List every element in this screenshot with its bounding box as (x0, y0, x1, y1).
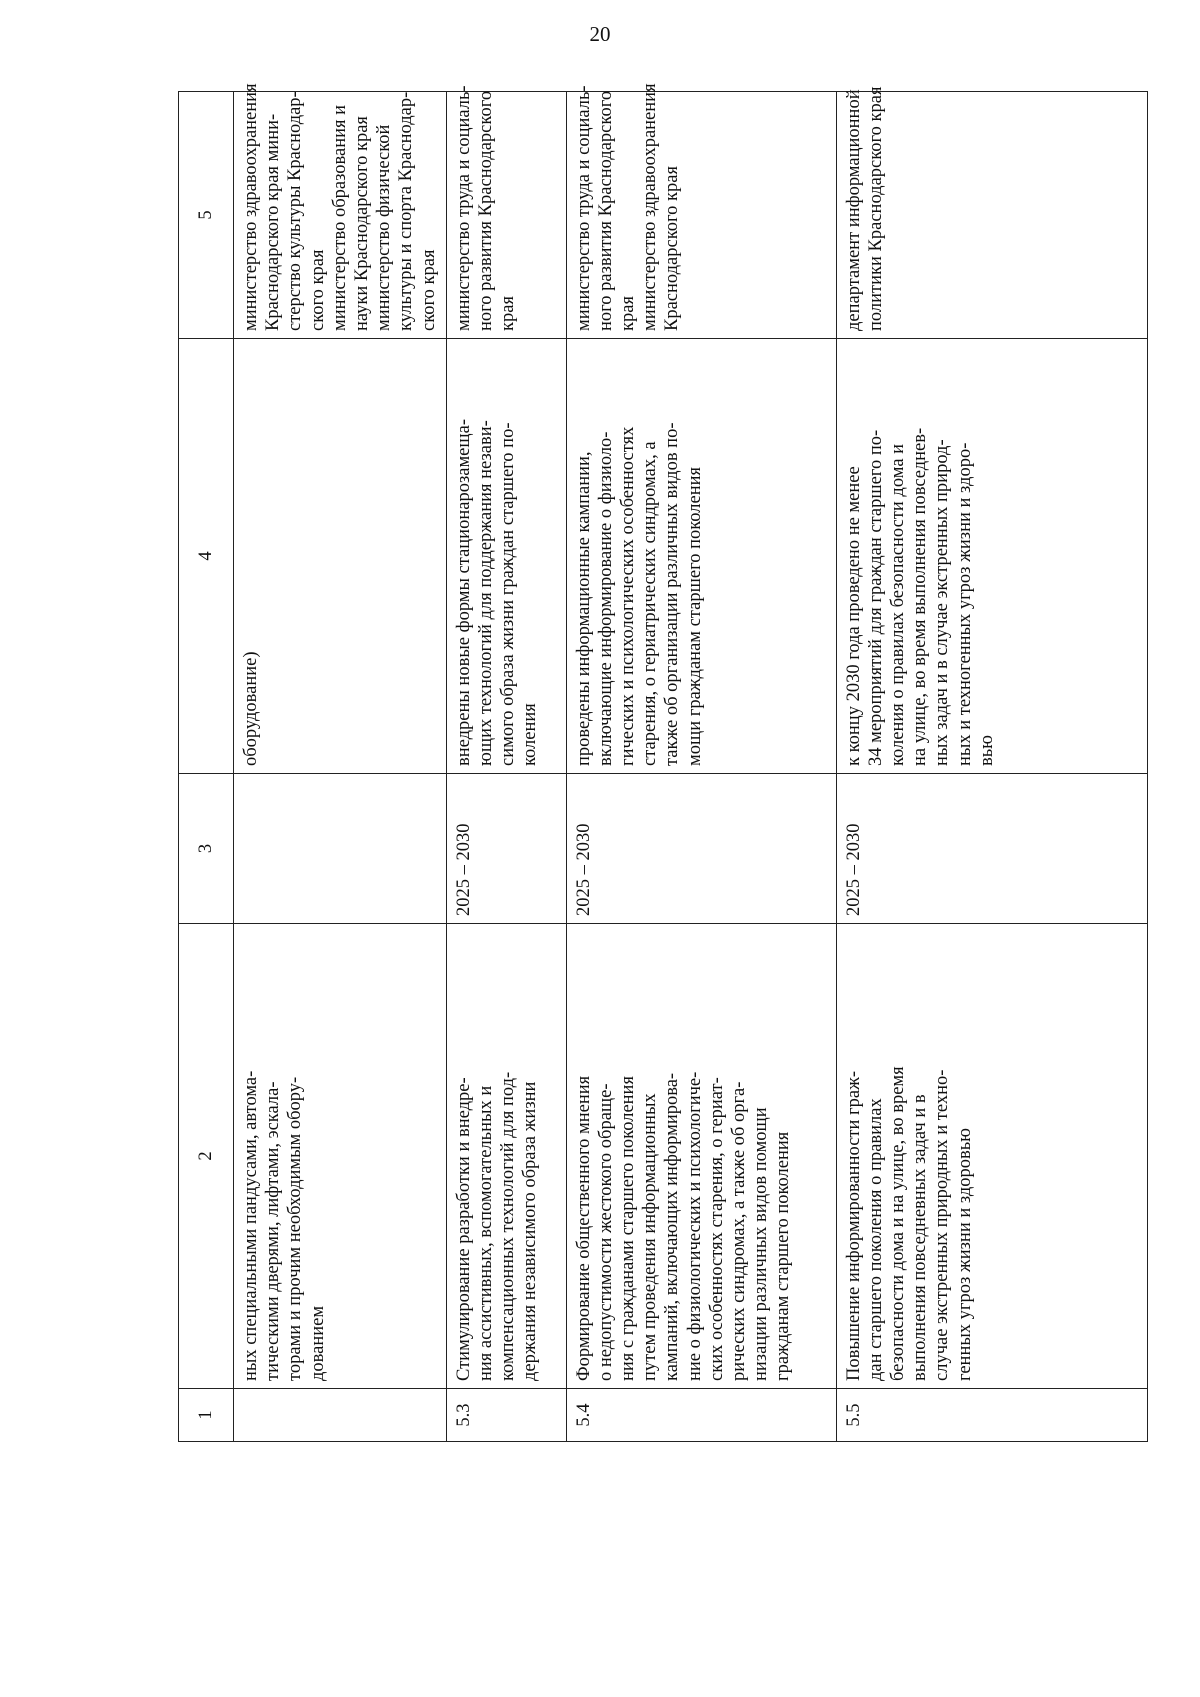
responsible-executor: департамент информационной политики Краснодарского края (836, 92, 1147, 339)
period: 2025 – 2030 (446, 774, 566, 924)
measure-description: Формирование общественного мнения о недопустимости жестокого обраще- ния с гражданами старшего поколения путем проведения информационных кампаний, включающих информирова- ние о физиологических и психологиче- ских особенностях старения, о гериат- рических синдромах, а также об орга- низации различных видов помощи гражданам старшего поколения (566, 924, 836, 1389)
page-number: 20 (589, 22, 611, 46)
row-number: 5.3 (446, 1389, 566, 1442)
rotated-table-canvas (178, 83, 1148, 1442)
period: 2025 – 2030 (566, 774, 836, 924)
measure-description: Стимулирование разработки и внедре- ния ассистивных, вспомогательных и компенсационных технологий для под- держания независимого образа жизни (446, 924, 566, 1389)
table-header-row (179, 92, 234, 1442)
header-col-1: 1 (179, 1389, 234, 1442)
expected-result: внедрены новые формы стационарозамеща- ющих технологий для поддержания незави- симого образа жизни граждан старшего по- коления (446, 339, 566, 774)
expected-result: к концу 2030 года проведено не менее 34 мероприятий для граждан старшего по- коления о правилах безопасности дома и на улице, во время выполнения повседнев- ных задач и в случае экстренных природ- ных и техногенных угроз жизни и здоро- вью (836, 339, 1147, 774)
measure-description: Повышение информированности граж- дан старшего поколения о правилах безопасности дома и на улице, во время выполнения повседневных задач и в случае экстренных природных и техно- генных угроз жизни и здоровью (836, 924, 1147, 1389)
rotated-table-container (178, 83, 1148, 1442)
responsible-executor: министерство здравоохранения Краснодарского края мини- стерство культуры Краснодар- ского края министерство образования и науки Краснодарского края министерство физической культуры и спорта Краснодар- ского края (234, 92, 447, 339)
table-row (446, 92, 566, 1442)
header-col-5: 5 (179, 92, 234, 339)
row-number: 5.4 (566, 1389, 836, 1442)
header-col-3: 3 (179, 774, 234, 924)
period (234, 774, 447, 924)
header-col-2: 2 (179, 924, 234, 1389)
period: 2025 – 2030 (836, 774, 1147, 924)
expected-result: оборудование) (234, 339, 447, 774)
responsible-executor: министерство труда и социаль- ного развития Краснодарского края (446, 92, 566, 339)
table-row (566, 92, 836, 1442)
header-col-4: 4 (179, 339, 234, 774)
expected-result: проведены информационные кампании, включающие информирование о физиоло- гических и психологических особенностях старения, о гериатрических синдромах, а также об организации различных видов по- мощи гражданам старшего поколения (566, 339, 836, 774)
table-row (836, 92, 1147, 1442)
table-row (234, 92, 447, 1442)
measure-description: ных специальными пандусами, автома- тическими дверями, лифтами, эскала- торами и прочим необходимым обору- дованием (234, 924, 447, 1389)
row-number (234, 1389, 447, 1442)
measures-table (178, 83, 1148, 1442)
responsible-executor: министерство труда и социаль- ного развития Краснодарского края министерство здравоохранения Краснодарского края (566, 92, 836, 339)
row-number: 5.5 (836, 1389, 1147, 1442)
